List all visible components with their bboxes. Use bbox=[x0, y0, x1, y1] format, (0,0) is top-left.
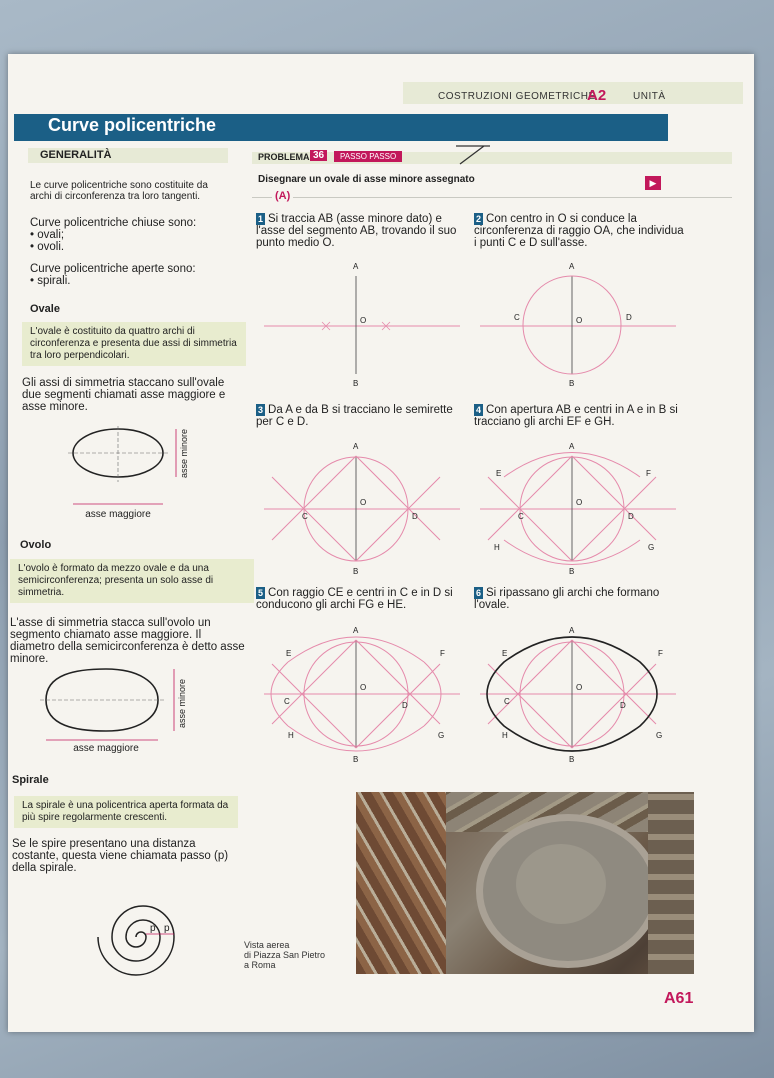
point-a-label: A bbox=[569, 442, 575, 451]
page-number: A61 bbox=[664, 990, 694, 1007]
closed-item-ovali-text: ovali; bbox=[37, 229, 65, 241]
point-e-label: E bbox=[502, 649, 508, 658]
step-1-body: Si traccia AB (asse minore dato) e l'asse del segmento AB, trovando il suo punto medio O. bbox=[256, 213, 457, 249]
tool-sketch-icon bbox=[454, 142, 494, 168]
point-d-label: D bbox=[412, 512, 418, 521]
ovolo-illustration bbox=[36, 666, 206, 766]
photo-piazza-inner bbox=[516, 844, 606, 924]
point-a-label: A bbox=[353, 442, 359, 451]
ovolo-axes-text: L'asse di simmetria stacca sull'ovolo un segmento chiamato asse maggiore. Il diametro della semicirconferenza è detto asse minore. bbox=[10, 617, 245, 665]
play-button[interactable]: ▶ bbox=[645, 176, 661, 190]
point-e-label: E bbox=[286, 649, 292, 658]
point-b-label: B bbox=[569, 379, 575, 388]
point-b-label: B bbox=[569, 755, 575, 764]
step-2-diagram bbox=[478, 254, 678, 394]
point-o-label: O bbox=[360, 498, 367, 507]
problem-title: Disegnare un ovale di asse minore assegnato bbox=[258, 174, 475, 185]
spirale-text: Se le spire presentano una distanza costante, questa viene chiamata passo (p) della spirale. bbox=[12, 838, 229, 874]
point-b-label: B bbox=[569, 567, 575, 576]
point-a-label: A bbox=[569, 262, 575, 271]
step-4-body: Con apertura AB e centri in A e in B si tracciano gli archi EF e GH. bbox=[474, 404, 678, 428]
photo-right-buildings bbox=[648, 792, 694, 974]
spirale-definition: La spirale è una policentrica aperta formata da più spire regolarmente crescenti. bbox=[14, 796, 238, 828]
problem-number: 36 bbox=[310, 150, 327, 161]
point-f-label: F bbox=[646, 469, 651, 478]
step-5-body: Con raggio CE e centri in C e in D si conducono gli archi FG e HE. bbox=[256, 587, 453, 611]
step-2-text bbox=[474, 213, 684, 249]
point-g-label: G bbox=[438, 731, 445, 740]
step-5-diagram bbox=[262, 620, 462, 770]
unit-label: UNITÀ bbox=[633, 91, 666, 102]
photo-caption-line-1: Vista aerea bbox=[244, 940, 290, 950]
point-c-label: C bbox=[302, 512, 308, 521]
unit-code: A2 bbox=[587, 87, 607, 104]
photo-rooftops bbox=[356, 792, 446, 974]
textbook-page bbox=[8, 54, 754, 1032]
point-b-label: B bbox=[353, 379, 359, 388]
point-b-label: B bbox=[353, 567, 359, 576]
point-c-label: C bbox=[518, 512, 524, 521]
photo-caption-line-3: a Roma bbox=[244, 960, 276, 970]
point-a-label: A bbox=[353, 626, 359, 635]
photo-caption bbox=[244, 940, 325, 970]
photo-caption-line-2: di Piazza San Pietro bbox=[244, 950, 326, 960]
step-1-diagram bbox=[262, 254, 462, 394]
ovale-heading: Ovale bbox=[30, 303, 60, 315]
point-c-label: C bbox=[504, 697, 510, 706]
step-5-number: 5 bbox=[258, 588, 264, 598]
spirale-illustration bbox=[74, 887, 204, 987]
ovale-illustration bbox=[58, 426, 208, 526]
problem-label: PROBLEMA bbox=[258, 152, 310, 162]
point-f-label: F bbox=[658, 649, 663, 658]
point-c-label: C bbox=[514, 313, 520, 322]
aerial-photo bbox=[356, 792, 694, 974]
ovale-axes-text: Gli assi di simmetria staccano sull'ovale due segmenti chiamati asse maggiore e asse minore. bbox=[22, 377, 226, 413]
point-d-label: D bbox=[402, 701, 408, 710]
point-o-label: O bbox=[576, 316, 583, 325]
step-3-diagram bbox=[262, 436, 462, 576]
point-f-label: F bbox=[440, 649, 445, 658]
step-5-text bbox=[256, 587, 466, 611]
step-1-text bbox=[256, 213, 460, 249]
open-curves-title: Curve policentriche aperte sono: bbox=[30, 263, 196, 275]
spirale-heading: Spirale bbox=[12, 774, 49, 786]
step-3-body: Da A e da B si tracciano le semirette per C e D. bbox=[256, 404, 453, 428]
step-2-number: 2 bbox=[476, 214, 482, 224]
point-a-label: A bbox=[353, 262, 359, 271]
point-c-label: C bbox=[284, 697, 290, 706]
variant-letter: A bbox=[278, 190, 287, 202]
ovolo-definition: L'ovolo è formato da mezzo ovale e da una semicirconferenza; presenta un solo asse di simmetria. bbox=[10, 559, 254, 603]
variant-label: (A) bbox=[272, 190, 293, 202]
ovale-label-minor: asse minore bbox=[179, 428, 189, 478]
ovolo-label-major: asse maggiore bbox=[73, 743, 139, 754]
ovale-definition: L'ovale è costituito da quattro archi di circonferenza e presenta due assi di simmetria tra loro perpendicolari. bbox=[22, 322, 246, 366]
open-item-spirali: • spirali. bbox=[30, 275, 71, 287]
closed-item-ovali: • ovali; bbox=[30, 229, 65, 241]
point-h-label: H bbox=[502, 731, 508, 740]
open-item-spirali-text: spirali. bbox=[37, 275, 71, 287]
step-3-text bbox=[256, 404, 460, 428]
problem-tag: PASSO PASSO bbox=[334, 151, 402, 162]
step-4-number: 4 bbox=[476, 405, 482, 415]
point-g-label: G bbox=[656, 731, 663, 740]
point-a-label: A bbox=[569, 626, 575, 635]
closed-item-ovoli-text: ovoli. bbox=[37, 241, 65, 253]
step-2-body: Con centro in O si conduce la circonferenza di raggio OA, che individua i punti C e D sull'asse. bbox=[474, 213, 684, 249]
variant-line bbox=[252, 197, 732, 198]
step-6-body: Si ripassano gli archi che formano l'ovale. bbox=[474, 587, 660, 611]
generalita-heading: GENERALITÀ bbox=[40, 149, 112, 161]
ovolo-heading: Ovolo bbox=[20, 539, 52, 551]
ovolo-label-minor: asse minore bbox=[177, 678, 187, 728]
section-label: COSTRUZIONI GEOMETRICHE bbox=[438, 91, 596, 102]
point-g-label: G bbox=[648, 543, 655, 552]
step-4-text bbox=[474, 404, 684, 428]
page-title: Curve policentriche bbox=[14, 114, 668, 141]
intro-text: Le curve policentriche sono costituite da archi di circonferenza tra loro tangenti. bbox=[30, 180, 208, 202]
point-o-label: O bbox=[576, 498, 583, 507]
point-o-label: O bbox=[360, 683, 367, 692]
point-d-label: D bbox=[628, 512, 634, 521]
point-b-label: B bbox=[353, 755, 359, 764]
spirale-label-p1: p bbox=[150, 923, 156, 934]
step-1-number: 1 bbox=[258, 214, 264, 224]
step-6-diagram bbox=[478, 620, 678, 770]
spirale-label-p2: p bbox=[164, 923, 170, 934]
step-4-diagram bbox=[478, 436, 678, 576]
ovale-label-major: asse maggiore bbox=[85, 509, 151, 520]
step-6-number: 6 bbox=[476, 588, 482, 598]
closed-curves-title: Curve policentriche chiuse sono: bbox=[30, 217, 197, 229]
point-e-label: E bbox=[496, 469, 502, 478]
point-o-label: O bbox=[360, 316, 367, 325]
point-h-label: H bbox=[494, 543, 500, 552]
point-h-label: H bbox=[288, 731, 294, 740]
spirale-curve bbox=[98, 906, 174, 975]
step-6-text bbox=[474, 587, 684, 611]
step-3-number: 3 bbox=[258, 405, 264, 415]
closed-item-ovoli: • ovoli. bbox=[30, 241, 65, 253]
point-d-label: D bbox=[620, 701, 626, 710]
point-d-label: D bbox=[626, 313, 632, 322]
point-o-label: O bbox=[576, 683, 583, 692]
